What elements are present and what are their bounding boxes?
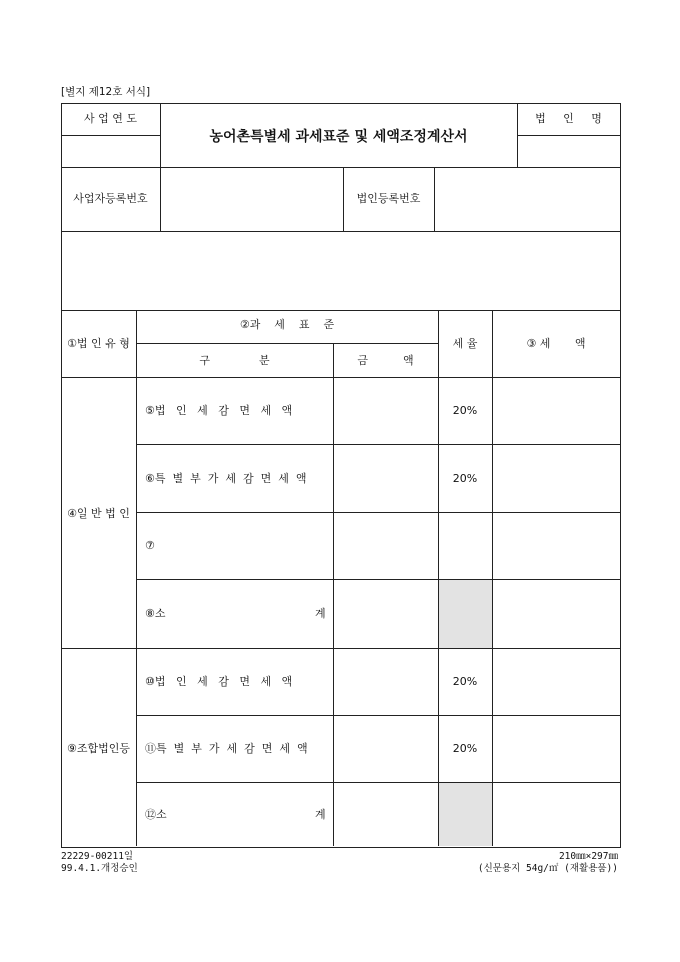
- row-rate: 20%: [452, 472, 478, 485]
- shaded-rate-cell: [439, 580, 492, 648]
- amount-field[interactable]: [334, 649, 438, 715]
- row-desc: ⑪특 별 부 가 세 감 면 세 액: [145, 742, 308, 755]
- corp-name-label: 법 인 명: [535, 112, 602, 125]
- amount-field[interactable]: [334, 445, 438, 512]
- paper-size: 210㎜×297㎜: [558, 851, 618, 862]
- col-division: 구 분: [199, 354, 270, 367]
- subtotal-suffix: 계: [315, 808, 326, 821]
- col-corp-type: ①법 인 유 형: [67, 337, 130, 350]
- approval-date: 99.4.1.개정승인: [61, 863, 138, 874]
- subtotal-label: ⑧소: [145, 607, 166, 620]
- corp-name-field[interactable]: [518, 136, 619, 166]
- amount-field[interactable]: [334, 580, 438, 648]
- amount-field[interactable]: [334, 513, 438, 579]
- col-tax-base: ②과 세 표 준: [239, 318, 335, 331]
- tax-field[interactable]: [493, 580, 619, 648]
- col-tax: ③ 세 액: [526, 337, 586, 350]
- col-rate: 세 율: [452, 337, 478, 350]
- section-cooperative: ⑨조합법인등: [67, 742, 130, 755]
- form-code: 22229-00211일: [61, 851, 134, 862]
- row-rate: 20%: [452, 675, 478, 688]
- tax-field[interactable]: [493, 649, 619, 715]
- tax-field[interactable]: [493, 513, 619, 579]
- paper-spec: (신문용지 54g/㎡ (재활용품)): [477, 863, 618, 874]
- corp-reg-field[interactable]: [435, 168, 619, 230]
- form-title: 농어촌특별세 과세표준 및 세액조정계산서: [209, 129, 468, 145]
- form-number: [별지 제12호 서식]: [61, 86, 151, 98]
- tax-field[interactable]: [493, 445, 619, 512]
- tax-field[interactable]: [493, 378, 619, 444]
- row-desc: ⑦: [145, 539, 155, 552]
- row-desc: ⑥특 별 부 가 세 감 면 세 액: [145, 472, 307, 485]
- section-general: ④일 반 법 인: [67, 507, 130, 520]
- fiscal-year-label: 사 업 연 도: [84, 112, 137, 125]
- row-rate: 20%: [452, 742, 478, 755]
- fiscal-year-field[interactable]: [62, 136, 159, 166]
- amount-field[interactable]: [334, 783, 438, 846]
- biz-reg-label: 사업자등록번호: [73, 192, 148, 205]
- amount-field[interactable]: [334, 378, 438, 444]
- blank-band: [62, 232, 619, 309]
- col-amount: 금 액: [357, 354, 414, 367]
- amount-field[interactable]: [334, 716, 438, 782]
- subtotal-suffix: 계: [315, 607, 326, 620]
- subtotal-label: ⑫소: [145, 808, 167, 821]
- row-desc: ⑩법 인 세 감 면 세 액: [145, 675, 293, 688]
- biz-reg-field[interactable]: [161, 168, 342, 230]
- tax-field[interactable]: [493, 783, 619, 846]
- row-desc: ⑤법 인 세 감 면 세 액: [145, 404, 293, 417]
- corp-reg-label: 법인등록번호: [356, 192, 421, 205]
- shaded-rate-cell: [439, 783, 492, 846]
- row-rate: 20%: [452, 404, 478, 417]
- tax-adjustment-form: [61, 103, 621, 848]
- tax-field[interactable]: [493, 716, 619, 782]
